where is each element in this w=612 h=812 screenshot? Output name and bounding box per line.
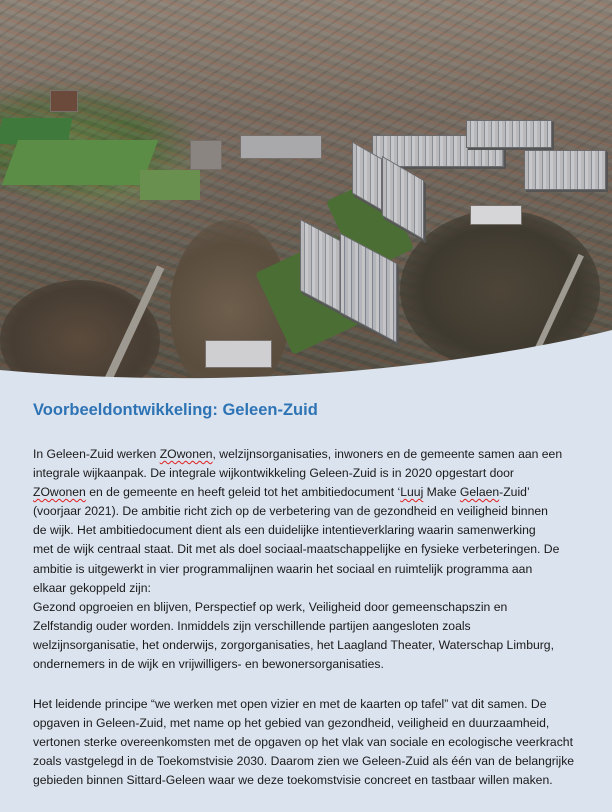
paragraph-intro (33, 445, 608, 674)
text-line: Gezond opgroeien en blijven, Perspectief op werk, Veiligheid door gemeenschapszin en (33, 599, 508, 614)
text-line: met de wijk centraal staat. Dit met als doel sociaal-maatschappelijke en fysieke verbeteringen. De (33, 542, 560, 557)
text-line: integrale wijkaanpak. De integrale wijkontwikkeling Geleen-Zuid is in 2020 opgestart door (33, 466, 514, 481)
spellcheck-flagged-word: ZOwonen (159, 447, 213, 461)
text-line: gebieden binnen Sittard-Geleen waar we deze toekomstvisie concreet en tastbaar willen maken. (33, 773, 553, 788)
page-title: Voorbeeldontwikkeling: Geleen-Zuid (33, 401, 318, 419)
text-line: (voorjaar 2021). De ambitie richt zich op de verbetering van de gezondheid en veiligheid binnen (33, 504, 548, 519)
text-line: Zelfstandig ouder worden. Inmiddels zijn verschillende partijen aangesloten zoals (33, 618, 471, 633)
spellcheck-flagged-word: ZOwonen (33, 485, 86, 500)
text-line: Het leidende principe “we werken met open vizier en met de kaarten op tafel” vat dit samen. De (33, 697, 547, 711)
text-line: ondernemers in de wijk en vrijwilligers- en bewonersorganisaties. (33, 657, 384, 672)
text-line: ambitie is uitgewerkt in vier programmalijnen waarin het sociaal en ruimtelijk programma aan (33, 561, 533, 576)
text-line: welzijnsorganisatie, het onderwijs, zorgorganisaties, het Laagland Theater, Waterschap Limburg, (33, 637, 554, 652)
text-line: elkaar gekoppeld zijn: (33, 580, 151, 595)
spellcheck-flagged-word: Luuj (400, 485, 424, 500)
text-line: opgaven in Geleen-Zuid, met name op het gebied van gezondheid, veiligheid en duurzaamheid, (33, 716, 550, 731)
text-line: In Geleen-Zuid werken ZOwonen, welzijnsorganisaties, inwoners en de gemeente samen aan een (33, 447, 563, 461)
text-line: de wijk. Het ambitiedocument dient als een duidelijke intentieverklaring waarin samenwerking (33, 523, 536, 538)
paragraph-principle (33, 695, 608, 790)
spellcheck-flagged-word: Gelaen (459, 485, 500, 500)
text-line: vertonen sterke overeenkomsten met de opgaven op het vlak van sociale en ecologische veerkracht (33, 735, 573, 750)
text-line: zoals vastgelegd in de Toekomstvisie 2030. Daarom zien we Geleen-Zuid als één van de belangrijke (33, 754, 575, 769)
text-line: ZOwonen en de gemeente en heeft geleid tot het ambitiedocument ‘Luuj Make Gelaen-Zuid’ (33, 485, 530, 500)
